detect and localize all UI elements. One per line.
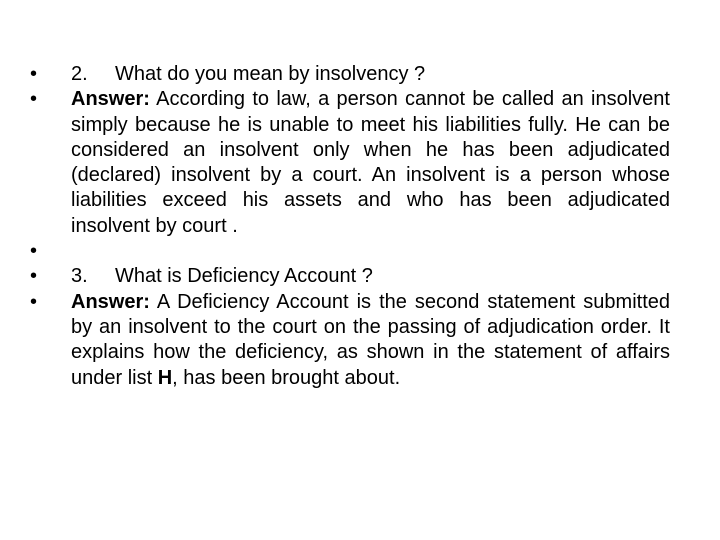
question-number: 3.: [71, 265, 88, 288]
question-item-2: [30, 62, 670, 87]
answer-text: According to law, a person cannot be called an insolvent simply because he is unable to meet his liabilities fully. He can be considered an insolvent only when he has been adjudicated (declared) insolvent by a court. An insolvent is a person whose liabilities exceed his assets and who has been adjudicated insolvent by court .: [71, 88, 670, 237]
answer-item-3: [30, 290, 670, 391]
empty-bullet: [30, 239, 670, 264]
answer-label: Answer:: [71, 88, 150, 111]
question-text: What do you mean by insolvency ?: [115, 63, 426, 85]
answer-item-2: [30, 87, 670, 239]
question-item-3: [30, 264, 670, 289]
bullet-list: [30, 62, 670, 391]
answer-text-part-1: A Deficiency Account is the second statement submitted by an insolvent to the court on the passing of adjudication order. It explains how the deficiency, as shown in the statement of affairs under list: [71, 290, 670, 389]
answer-text-part-2: , has been brought about.: [172, 366, 401, 389]
answer-label: Answer:: [71, 290, 150, 313]
list-letter: H: [157, 366, 173, 389]
question-text: What is Deficiency Account ?: [115, 265, 373, 288]
question-number: 2.: [71, 63, 88, 85]
